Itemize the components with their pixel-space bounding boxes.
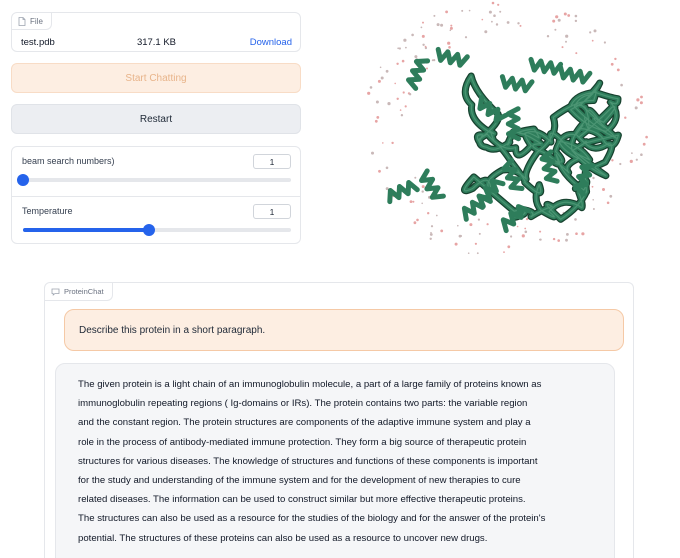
temperature-number-input[interactable]: 1 [253,204,291,219]
restart-button[interactable]: Restart [11,104,301,134]
temperature-slider[interactable] [23,228,291,232]
temperature-slider-fill [23,228,149,232]
chat-panel [44,282,634,558]
bot-line: and the constant region. The protein structures are components of the adaptive immune system and play a [78,417,531,429]
file-tag-label: File [30,16,43,26]
file-icon [18,17,26,26]
temperature-slider-block [12,196,300,244]
beam-search-number-input[interactable]: 1 [253,154,291,169]
chat-tag-label: ProteinChat [64,287,104,296]
bot-line: role in the process of antibody-mediated immune protection. They form a big source of therapeutic protein [78,436,527,448]
bot-line: immunoglobulin repeating regions ( Ig-domains or IRs). The protein contains two parts: the variable region [78,398,528,410]
temperature-slider-thumb[interactable] [143,224,155,236]
user-message [64,309,624,351]
beam-search-slider-block [12,147,300,195]
protein-ribbon [390,49,619,230]
chat-tag [45,283,113,301]
beam-search-slider[interactable] [23,178,291,182]
download-link[interactable]: Download [249,37,292,48]
bot-line: The given protein is a light chain of an immunoglobulin molecule, a part of a large family of proteins known as [78,379,542,390]
user-message-text: Describe this protein in a short paragraph. [79,324,266,336]
start-chatting-button[interactable]: Start Chatting [11,63,301,93]
protein-structure-viewer[interactable] [340,0,680,262]
file-panel [11,12,301,52]
temperature-label: Temperature [22,206,73,216]
bot-line: related diseases. The information can be used to construct similar but more effective therapeutic proteins. [78,494,526,506]
chat-bubble-icon [51,288,60,296]
beam-search-label: beam search numbers) [22,156,115,166]
bot-message [55,363,615,558]
bot-line: for the study and understanding of the immune system and for the development of new therapies to cure [78,475,521,487]
file-row [21,37,292,48]
bot-line: The structures can also be used as a resource for the studies of the biology and for the answer of the protein's [78,513,546,525]
file-size: 317.1 KB [136,37,177,48]
file-tag [12,13,52,30]
beam-search-slider-thumb[interactable] [17,174,29,186]
bot-line: structures for various diseases. The knowledge of structures and functions of these components is important [78,455,538,467]
bot-line: potential. The structures of these proteins can also be used as a resource to uncover new drugs. [78,532,488,544]
slider-panel [11,146,301,244]
file-name: test.pdb [21,37,55,48]
